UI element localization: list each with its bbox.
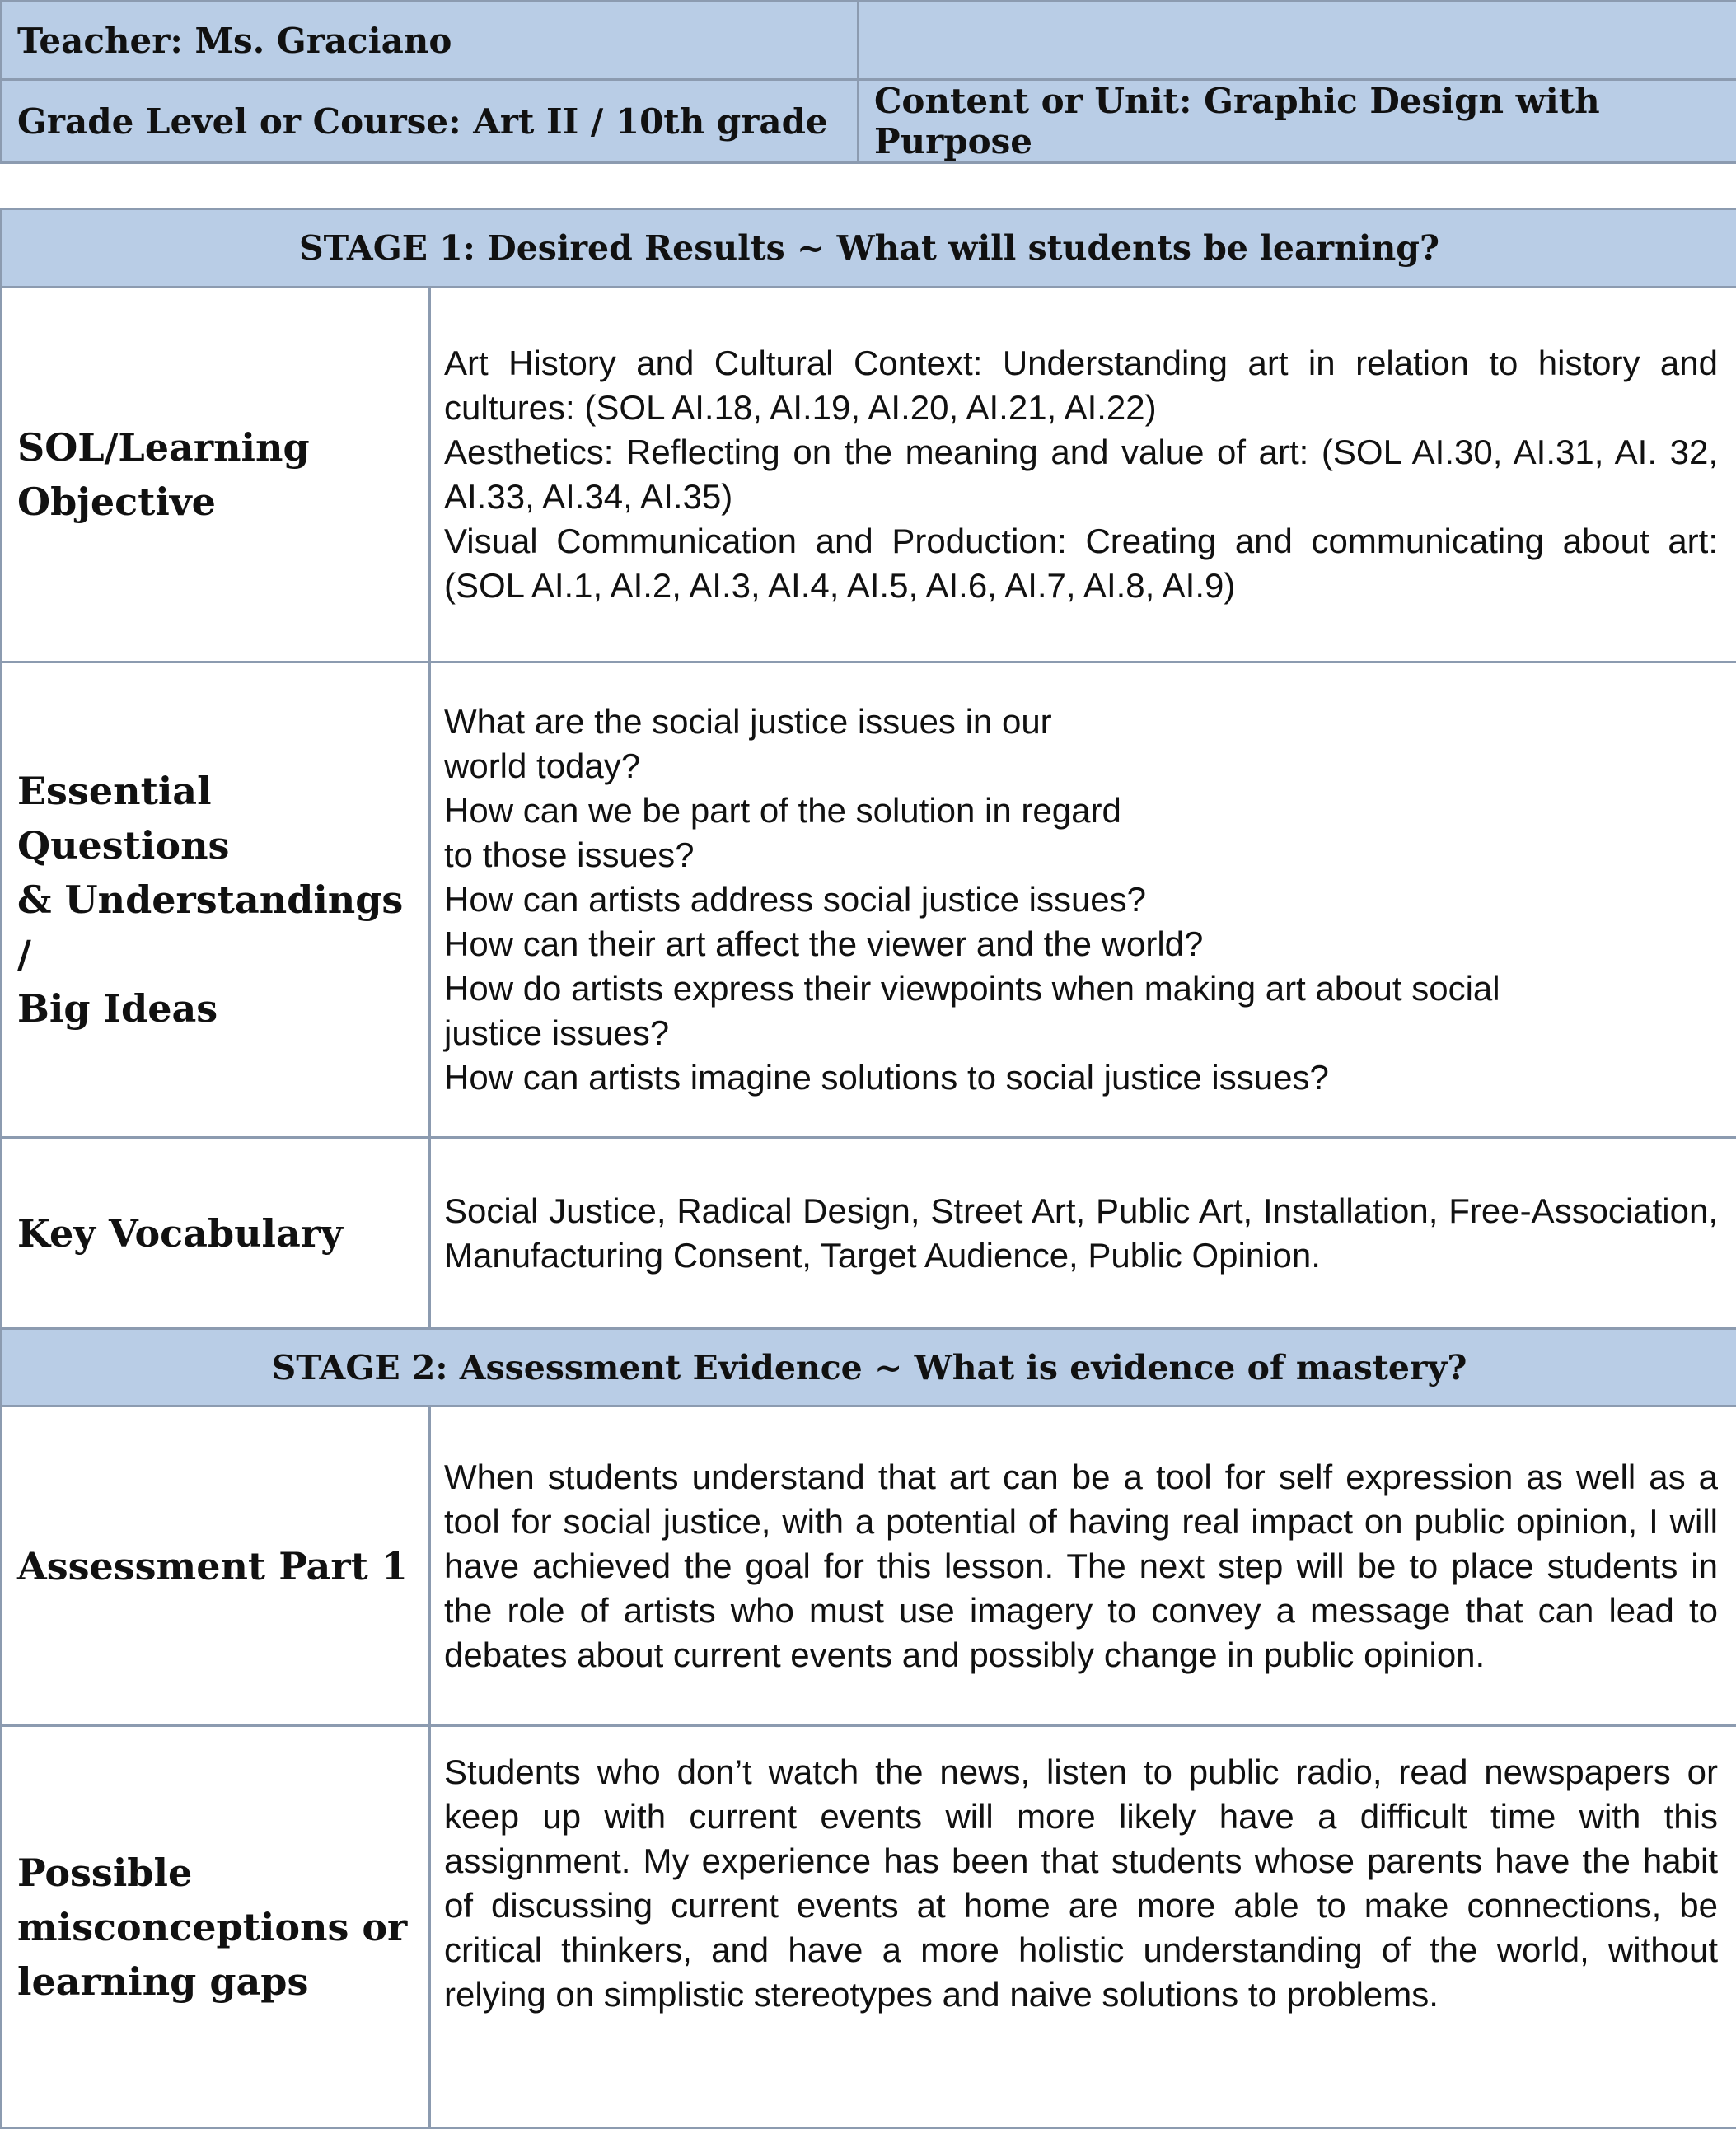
misconceptions-label-line: misconceptions or — [17, 1904, 408, 1949]
lesson-plan-table — [0, 208, 1736, 2129]
objective-aesthetics: Aesthetics: Reflecting on the meaning and value of art: (SOL AI.30, AI.31, AI. 32, AI.33, AI.34, AI.35) — [444, 433, 1718, 516]
content-unit-cell: Content or Unit: Graphic Design with Purpose — [859, 80, 1736, 163]
key-vocabulary-content: Social Justice, Radical Design, Street Art, Public Art, Installation, Free-Association, Manufacturing Consent, Target Audience, Public Opinion. — [430, 1138, 1736, 1329]
essential-questions-content — [430, 662, 1736, 1138]
misconceptions-row — [2, 1726, 1736, 2128]
question-line: world today? — [444, 746, 641, 785]
essential-questions-label-line: Big Ideas — [17, 986, 218, 1031]
question-line: How can artists address social justice issues? — [444, 880, 1147, 919]
question-line: What are the social justice issues in our — [444, 702, 1052, 741]
sol-objective-row — [2, 288, 1736, 662]
sol-objective-label-line: Objective — [17, 480, 216, 524]
teacher-right-cell — [859, 2, 1736, 80]
header-table — [0, 0, 1736, 164]
misconceptions-label — [2, 1726, 430, 2128]
assessment-part1-row — [2, 1406, 1736, 1726]
sol-objective-label — [2, 288, 430, 662]
essential-questions-label-line: Essential Questions — [17, 769, 230, 868]
essential-questions-label-line: & Understandings / — [17, 877, 404, 976]
stage1-header-row — [2, 209, 1736, 288]
question-line: How can we be part of the solution in regard — [444, 791, 1121, 830]
essential-questions-label — [2, 662, 430, 1138]
header-row-grade — [2, 80, 1736, 163]
sol-objective-label-line: SOL/Learning — [17, 425, 310, 470]
objective-visual-communication: Visual Communication and Production: Creating and communicating about art: (SOL AI.1, AI.2, AI.3, AI.4, AI.5, AI.6, AI.7, AI.8, AI.9) — [444, 522, 1718, 605]
assessment-part1-label: Assessment Part 1 — [2, 1406, 430, 1726]
stage2-title: STAGE 2: Assessment Evidence ~ What is evidence of mastery? — [2, 1329, 1736, 1406]
question-line: How can artists imagine solutions to social justice issues? — [444, 1058, 1329, 1097]
key-vocabulary-row — [2, 1138, 1736, 1329]
question-line: to those issues? — [444, 835, 695, 874]
stage2-header-row — [2, 1329, 1736, 1406]
assessment-part1-content: When students understand that art can be a tool for self expression as well as a tool for social justice, with a potential of having real impact on public opinion, I will have achieved the goal for this lesson. The next step will be to place students in the role of artists who must use imagery to convey a message that can lead to debates about current events and possibly change in public opinion. — [430, 1406, 1736, 1726]
question-line: How do artists express their viewpoints when making art about social — [444, 969, 1500, 1008]
stage1-title: STAGE 1: Desired Results ~ What will students be learning? — [2, 209, 1736, 288]
question-line: justice issues? — [444, 1013, 670, 1052]
teacher-cell: Teacher: Ms. Graciano — [2, 2, 859, 80]
essential-questions-row — [2, 662, 1736, 1138]
misconceptions-content: Students who don’t watch the news, listen to public radio, read newspapers or keep up with current events will more likely have a difficult time with this assignment. My experience has been that students whose parents have the habit of discussing current events at home are more able to make connections, be critical thinkers, and have a more holistic understanding of the world, without relying on simplistic stereotypes and naive solutions to problems. — [430, 1726, 1736, 2128]
key-vocabulary-label: Key Vocabulary — [2, 1138, 430, 1329]
grade-level-cell: Grade Level or Course: Art II / 10th grade — [2, 80, 859, 163]
objective-art-history: Art History and Cultural Context: Understanding art in relation to history and cultures: (SOL AI.18, AI.19, AI.20, AI.21, AI.22) — [444, 344, 1718, 427]
misconceptions-label-line: learning gaps — [17, 1958, 309, 2004]
sol-objective-content — [430, 288, 1736, 662]
question-line: How can their art affect the viewer and the world? — [444, 924, 1204, 963]
misconceptions-label-line: Possible — [17, 1850, 193, 1895]
header-row-teacher — [2, 2, 1736, 80]
